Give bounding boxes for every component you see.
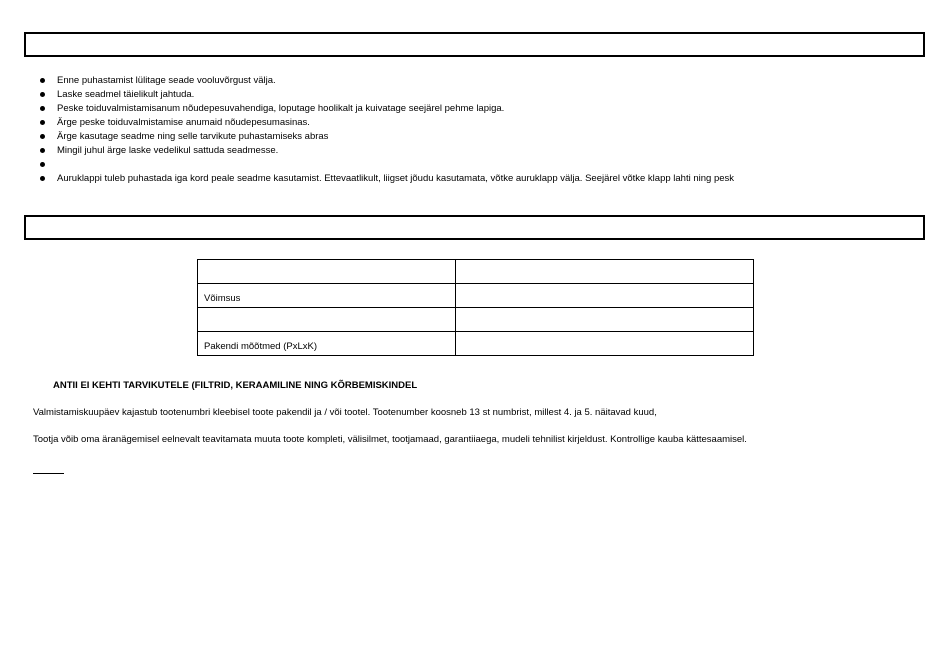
- bullet-icon: [40, 162, 45, 167]
- warranty-heading: ANTII EI KEHTI TARVIKUTELE (FILTRID, KERAAMILINE NING KÕRBEMISKINDEL: [53, 380, 418, 391]
- spec-value-cell: [456, 260, 754, 284]
- spec-value-cell: [456, 308, 754, 332]
- list-item-text: Mingil juhul ärge laske vedelikul sattuda seadmesse.: [57, 145, 279, 156]
- footnote-separator: [33, 473, 64, 474]
- spec-label-cell: [198, 260, 456, 284]
- spec-label-cell: Pakendi mõõtmed (PxLxK): [198, 332, 456, 356]
- production-date-paragraph: Valmistamiskuupäev kajastub tootenumbri kleebisel toote pakendil ja / või tootel. Tootenumber koosneb 13 st numbrist, millest 4. ja 5. näitavad kuud,: [33, 407, 657, 418]
- table-row: [198, 308, 754, 332]
- list-item: [40, 144, 734, 158]
- list-item: [40, 74, 734, 88]
- list-item: [40, 102, 734, 116]
- list-item: [40, 130, 734, 144]
- table-row: [198, 260, 754, 284]
- bullet-icon: [40, 78, 45, 83]
- bullet-icon: [40, 148, 45, 153]
- manufacturer-notice-paragraph: Tootja võib oma äranägemisel eelnevalt teavitamata muuta toote kompleti, välisilmet, tootjamaad, garantiiaega, mudeli tehnilist kirjeldust. Kontrollige kauba kättesaamisel.: [33, 434, 747, 445]
- spec-label-cell: Võimsus: [198, 284, 456, 308]
- list-item-text: Ärge peske toiduvalmistamise anumaid nõudepesumasinas.: [57, 117, 310, 128]
- list-item: [40, 158, 734, 172]
- bullet-icon: [40, 120, 45, 125]
- spec-table: [197, 259, 754, 356]
- list-item-text: Ärge kasutage seadme ning selle tarvikute puhastamiseks abras: [57, 131, 329, 142]
- bullet-icon: [40, 92, 45, 97]
- list-item: [40, 172, 734, 186]
- list-item: [40, 88, 734, 102]
- list-item-text: Auruklappi tuleb puhastada iga kord peale seadme kasutamist. Ettevaatlikult, liigset jõudu kasutamata, võtke auruklapp välja. Seejärel võtke klapp lahti ning pesk: [57, 173, 735, 184]
- spec-label-cell: [198, 308, 456, 332]
- bullet-icon: [40, 134, 45, 139]
- section-header-bar-cleaning: [24, 32, 925, 57]
- spec-value-cell: [456, 284, 754, 308]
- table-row: [198, 284, 754, 308]
- section-header-bar-specs: [24, 215, 925, 240]
- bullet-icon: [40, 106, 45, 111]
- list-item-text: Enne puhastamist lülitage seade vooluvõrgust välja.: [57, 75, 276, 86]
- bullet-icon: [40, 176, 45, 181]
- list-item-text: Laske seadmel täielikult jahtuda.: [57, 89, 195, 100]
- table-row: [198, 332, 754, 356]
- spec-value-cell: [456, 332, 754, 356]
- cleaning-instructions-list: [40, 74, 734, 186]
- list-item-text: Peske toiduvalmistamisanum nõudepesuvahendiga, loputage hoolikalt ja kuivatage seejärel pehme lapiga.: [57, 103, 505, 114]
- list-item: [40, 116, 734, 130]
